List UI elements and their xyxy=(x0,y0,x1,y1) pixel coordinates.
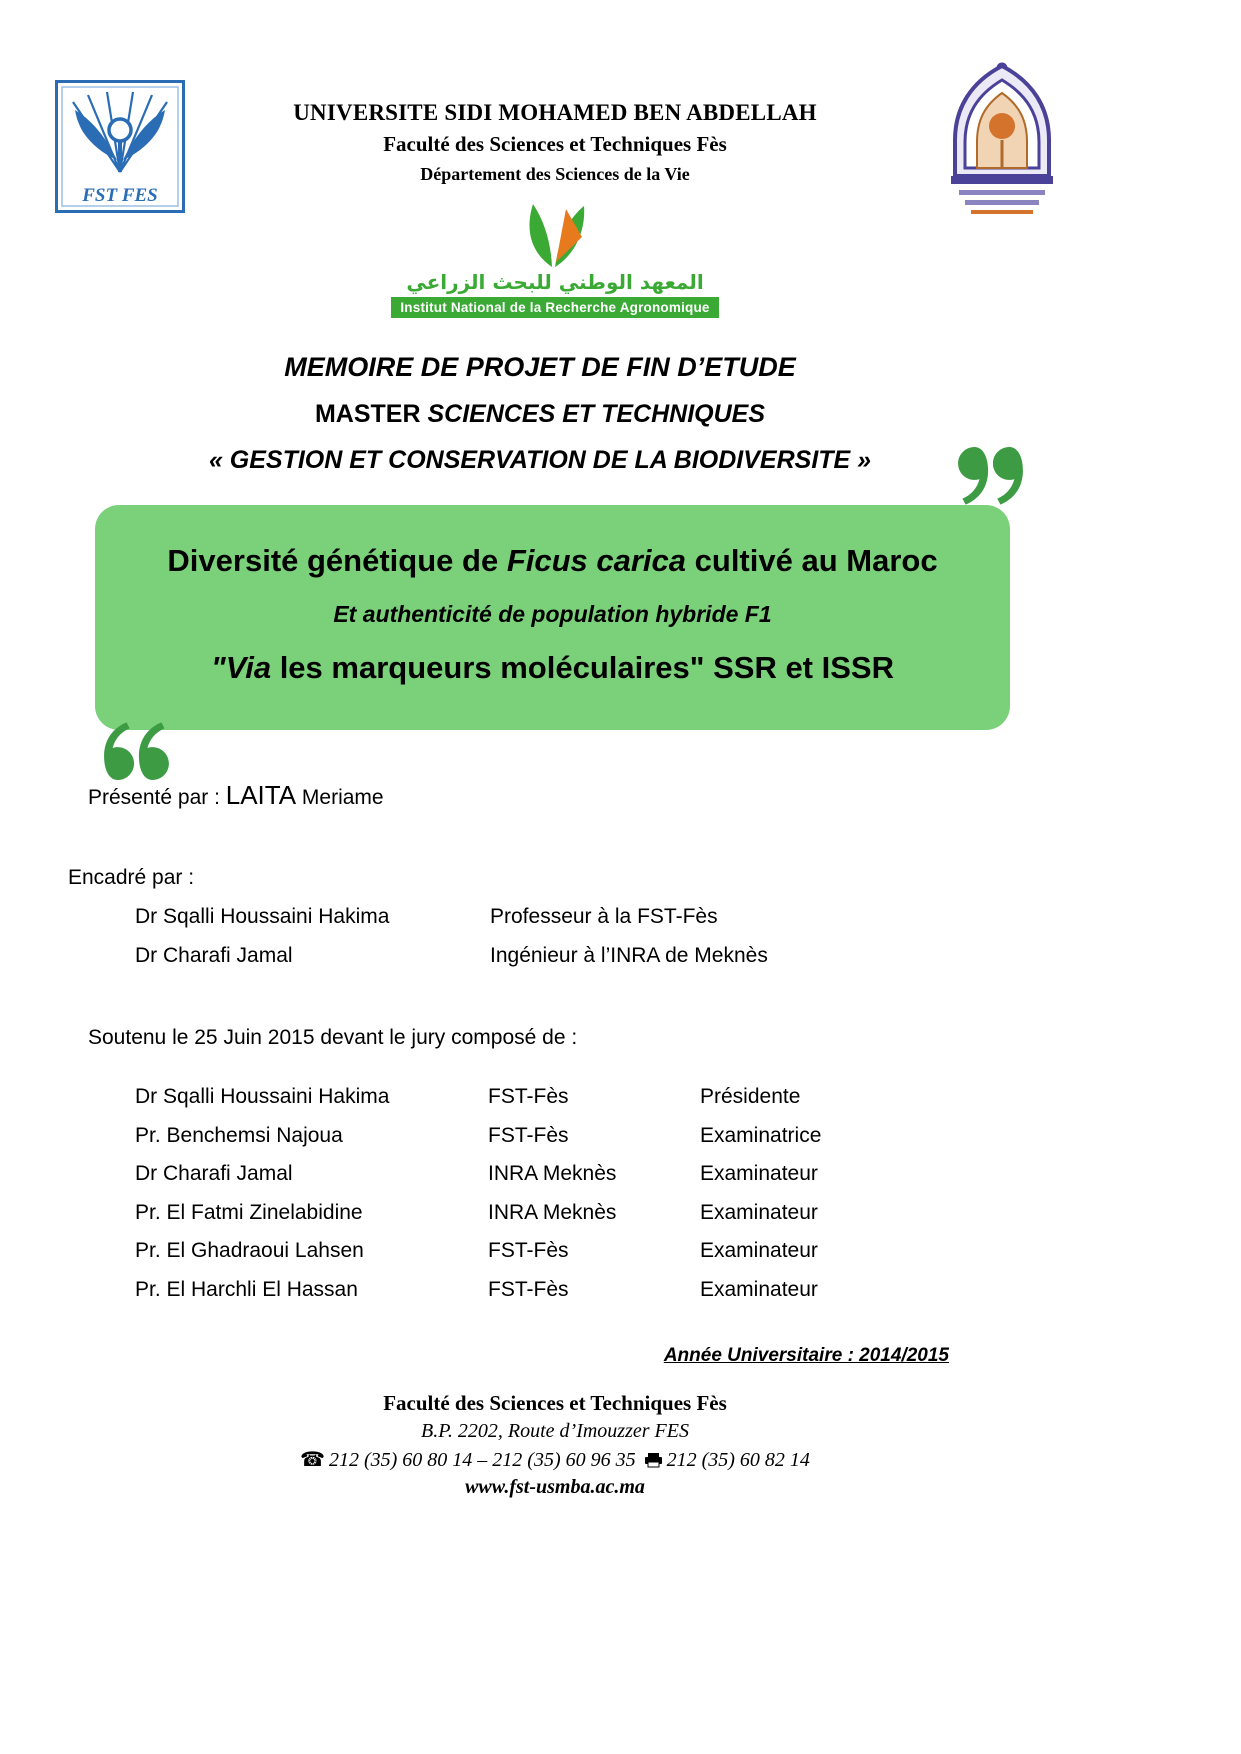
footer-fax-number: 212 (35) 60 82 14 xyxy=(666,1449,810,1471)
jury-member-role: Examinateur xyxy=(700,1162,818,1186)
title-line1-pre: Diversité génétique de xyxy=(167,543,507,578)
inra-plant-icon xyxy=(505,193,605,269)
title-line3-rest: les marqueurs moléculaires" SSR et ISSR xyxy=(271,650,894,685)
thesis-title-line1 xyxy=(113,543,992,579)
jury-member-affiliation: FST-Fès xyxy=(488,1123,569,1147)
footer-address: B.P. 2202, Route d’Imouzzer FES xyxy=(421,1420,689,1442)
university-name: UNIVERSITE SIDI MOHAMED BEN ABDELLAH xyxy=(293,100,817,125)
title-box xyxy=(95,505,1010,730)
jury-intro: Soutenu le 25 Juin 2015 devant le jury composé de : xyxy=(88,1026,578,1049)
jury-row xyxy=(135,1232,1241,1271)
opening-quote-icon xyxy=(103,715,169,780)
presented-by-line xyxy=(88,780,1241,811)
fst-fes-logo-graphic xyxy=(55,80,185,213)
author-last-name: LAITA xyxy=(225,780,297,810)
supervisor-role: Ingénieur à l’INRA de Meknès xyxy=(490,944,768,967)
memoire-line2 xyxy=(0,400,1080,429)
jury-member-role: Examinatrice xyxy=(700,1123,822,1147)
title-line3-via: "Via xyxy=(211,650,272,685)
academic-year: Année Universitaire : 2014/2015 xyxy=(663,1345,949,1366)
supervisor-row xyxy=(135,944,1241,968)
faculty-name: Faculté des Sciences et Techniques Fès xyxy=(383,132,727,156)
footer-faculty: Faculté des Sciences et Techniques Fès xyxy=(383,1391,727,1415)
jury-member-name: Pr. Benchemsi Najoua xyxy=(135,1123,343,1147)
fax-icon xyxy=(644,1452,663,1468)
memoire-line2-plain: MASTER xyxy=(314,400,428,428)
jury-row xyxy=(135,1194,1241,1233)
jury-table xyxy=(135,1078,1241,1309)
jury-member-affiliation: FST-Fès xyxy=(488,1085,569,1109)
title-line1-species: Ficus carica xyxy=(506,543,687,578)
footer-phone-numbers: 212 (35) 60 80 14 – 212 (35) 60 96 35 xyxy=(328,1449,636,1471)
jury-member-role: Examinateur xyxy=(700,1200,818,1224)
supervisor-role: Professeur à la FST-Fès xyxy=(490,905,718,928)
supervisors-label: Encadré par : xyxy=(68,866,195,889)
jury-member-name: Dr Sqalli Houssaini Hakima xyxy=(135,1085,390,1109)
jury-member-affiliation: INRA Meknès xyxy=(488,1162,617,1186)
jury-member-affiliation: FST-Fès xyxy=(488,1277,569,1301)
memoire-line2-italic: SCIENCES ET TECHNIQUES xyxy=(427,400,766,428)
jury-member-role: Présidente xyxy=(700,1085,801,1109)
jury-member-role: Examinateur xyxy=(700,1277,818,1301)
memoire-heading xyxy=(0,352,1080,475)
thesis-title-line3 xyxy=(113,650,992,686)
footer-website: www.fst-usmba.ac.ma xyxy=(465,1476,645,1498)
jury-member-name: Pr. El Harchli El Hassan xyxy=(135,1277,358,1301)
closing-quote-icon xyxy=(958,447,1024,512)
fst-fes-logo xyxy=(55,80,185,213)
memoire-line3: « GESTION ET CONSERVATION DE LA BIODIVERSITE » xyxy=(208,446,872,474)
jury-row xyxy=(135,1078,1241,1117)
jury-member-affiliation: INRA Meknès xyxy=(488,1200,617,1224)
author-first-name: Meriame xyxy=(296,786,384,809)
jury-row xyxy=(135,1117,1241,1156)
supervisor-name: Dr Sqalli Houssaini Hakima xyxy=(135,905,390,928)
inra-french-name: Institut National de la Recherche Agronomique xyxy=(391,297,718,318)
jury-member-name: Dr Charafi Jamal xyxy=(135,1162,293,1186)
jury-row xyxy=(135,1271,1241,1310)
jury-member-affiliation: FST-Fès xyxy=(488,1239,569,1263)
memoire-line1: MEMOIRE DE PROJET DE FIN D’ETUDE xyxy=(284,352,796,382)
title-line1-post: cultivé au Maroc xyxy=(686,543,938,578)
university-seal-logo xyxy=(945,60,1060,220)
supervisor-row xyxy=(135,905,1241,929)
footer xyxy=(0,1391,1110,1499)
fst-fes-logo-text: FST FES xyxy=(82,185,158,206)
jury-member-name: Pr. El Fatmi Zinelabidine xyxy=(135,1200,363,1224)
university-seal-graphic xyxy=(945,60,1060,220)
thesis-title-line2: Et authenticité de population hybride F1 xyxy=(333,601,772,627)
presented-by-label: Présenté par : xyxy=(88,786,226,809)
supervisor-name: Dr Charafi Jamal xyxy=(135,944,293,967)
footer-contact xyxy=(0,1447,1110,1472)
phone-icon: ☎ xyxy=(300,1447,325,1471)
department-name: Département des Sciences de la Vie xyxy=(420,164,690,184)
inra-arabic-name: المعهد الوطني للبحث الزراعي xyxy=(406,270,704,294)
jury-member-role: Examinateur xyxy=(700,1239,818,1263)
jury-member-name: Pr. El Ghadraoui Lahsen xyxy=(135,1239,364,1263)
jury-row xyxy=(135,1155,1241,1194)
